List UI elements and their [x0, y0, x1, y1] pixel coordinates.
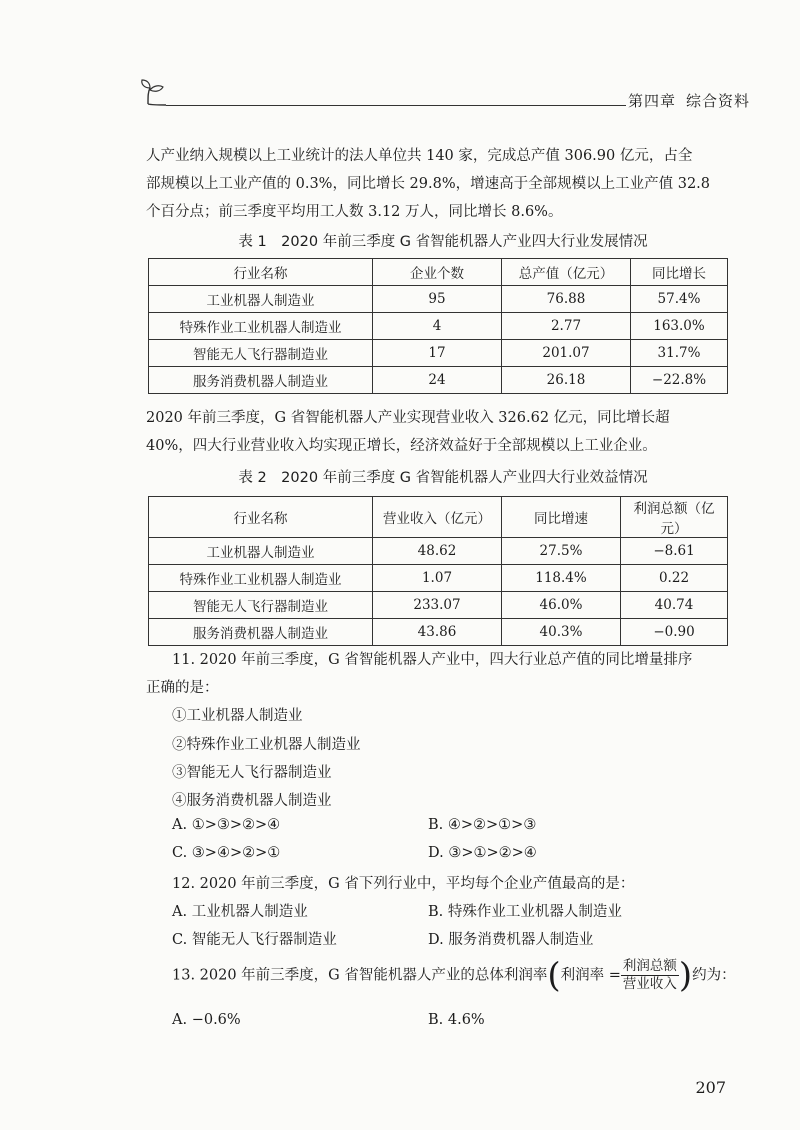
table2: [148, 496, 728, 646]
header-rule: [166, 105, 626, 106]
table2-header: 行业名称: [149, 497, 373, 538]
table-cell: 工业机器人制造业: [149, 286, 373, 313]
q13-stem: [172, 955, 736, 996]
table-cell: 163.0%: [631, 313, 728, 340]
q12-option-a: A. 工业机器人制造业: [172, 904, 308, 920]
page-number: 207: [695, 1078, 726, 1097]
table-row: [149, 286, 728, 313]
table-cell: 76.88: [502, 286, 631, 313]
table-cell: −22.8%: [631, 367, 728, 394]
table1-header-row: [149, 259, 728, 286]
table-cell: 43.86: [373, 619, 502, 646]
chapter-number: 第四章: [627, 92, 676, 110]
q11-option-d: D. ③>①>②>④: [428, 845, 537, 861]
chapter-section: 综合资料: [685, 92, 750, 110]
table-row: [149, 565, 728, 592]
sprout-icon: [138, 78, 172, 112]
q11-option-b: B. ④>②>①>③: [428, 817, 537, 833]
table-row: [149, 619, 728, 646]
q11-item: ③智能无人飞行器制造业: [172, 765, 332, 781]
table-cell: −0.90: [621, 619, 728, 646]
q11-option-c: C. ③>④>②>①: [172, 845, 281, 861]
table2-header: 同比增速: [502, 497, 621, 538]
table-cell: 233.07: [373, 592, 502, 619]
q11-option-a: A. ①>③>②>④: [172, 817, 281, 833]
table2-caption: 表 2 2020 年前三季度 G 省智能机器人产业四大行业效益情况: [238, 470, 648, 486]
table-cell: 26.18: [502, 367, 631, 394]
table-cell: 工业机器人制造业: [149, 538, 373, 565]
table-cell: 17: [373, 340, 502, 367]
running-header: [138, 78, 750, 112]
table-cell: 服务消费机器人制造业: [149, 367, 373, 394]
para2-line-1: 2020 年前三季度，G 省智能机器人产业实现营业收入 326.62 亿元，同比增长超: [146, 410, 670, 426]
left-paren: (: [547, 955, 561, 996]
table-row: [149, 592, 728, 619]
table-cell: 4: [373, 313, 502, 340]
q12-option-b: B. 特殊作业工业机器人制造业: [428, 904, 622, 920]
table-cell: 31.7%: [631, 340, 728, 367]
q11-item: ②特殊作业工业机器人制造业: [172, 737, 361, 753]
table-cell: 201.07: [502, 340, 631, 367]
fraction-numerator: 利润总额: [622, 958, 677, 974]
table-cell: 特殊作业工业机器人制造业: [149, 565, 373, 592]
table-cell: 57.4%: [631, 286, 728, 313]
table1: [148, 258, 728, 394]
table1-header: 行业名称: [149, 259, 373, 286]
table-cell: 2.77: [502, 313, 631, 340]
table-cell: 智能无人飞行器制造业: [149, 592, 373, 619]
table-cell: 24: [373, 367, 502, 394]
table-cell: 118.4%: [502, 565, 621, 592]
intro-line-3: 个百分点；前三季度平均用工人数 3.12 万人，同比增长 8.6%。: [146, 204, 563, 220]
table-cell: 1.07: [373, 565, 502, 592]
q13-option-a: A. −0.6%: [172, 1012, 241, 1028]
table2-header-row: [149, 497, 728, 538]
table-cell: 40.3%: [502, 619, 621, 646]
q11-item: ①工业机器人制造业: [172, 708, 303, 724]
table-row: [149, 367, 728, 394]
table-row: [149, 313, 728, 340]
table-cell: 95: [373, 286, 502, 313]
table-cell: 特殊作业工业机器人制造业: [149, 313, 373, 340]
table-cell: 27.5%: [502, 538, 621, 565]
q12-stem: 12. 2020 年前三季度，G 省下列行业中，平均每个企业产值最高的是：: [172, 876, 635, 892]
table-row: [149, 538, 728, 565]
right-paren: ): [678, 955, 693, 996]
q12-option-c: C. 智能无人飞行器制造业: [172, 932, 337, 948]
table-cell: 服务消费机器人制造业: [149, 619, 373, 646]
q11-stem-line-2: 正确的是：: [146, 680, 219, 696]
table1-caption: 表 1 2020 年前三季度 G 省智能机器人产业四大行业发展情况: [238, 234, 648, 250]
q13-option-b: B. 4.6%: [428, 1012, 485, 1028]
intro-line-1: 人产业纳入规模以上工业统计的法人单位共 140 家，完成总产值 306.90 亿元，占全: [146, 148, 693, 164]
q13-stem-before: 13. 2020 年前三季度，G 省智能机器人产业的总体利润率: [172, 967, 548, 984]
profit-rate-fraction: [621, 958, 679, 993]
table-cell: −8.61: [621, 538, 728, 565]
formula-label: 利润率 =: [560, 967, 621, 984]
table2-header: 利润总额（亿元）: [621, 497, 728, 538]
chapter-title: [618, 90, 750, 111]
table1-header: 总产值（亿元）: [502, 259, 631, 286]
table-cell: 46.0%: [502, 592, 621, 619]
q13-stem-after: 约为：: [692, 967, 736, 984]
table-row: [149, 340, 728, 367]
q11-item: ④服务消费机器人制造业: [172, 793, 332, 809]
para2-line-2: 40%，四大行业营业收入均实现正增长，经济效益好于全部规模以上工业企业。: [146, 438, 657, 454]
table-cell: 智能无人飞行器制造业: [149, 340, 373, 367]
fraction-denominator: 营业收入: [622, 976, 677, 992]
table-cell: 0.22: [621, 565, 728, 592]
table2-header: 营业收入（亿元）: [373, 497, 502, 538]
table1-header: 企业个数: [373, 259, 502, 286]
q12-option-d: D. 服务消费机器人制造业: [428, 932, 594, 948]
table-cell: 48.62: [373, 538, 502, 565]
q11-stem-line-1: 11. 2020 年前三季度，G 省智能机器人产业中，四大行业总产值的同比增量排序: [172, 652, 693, 668]
intro-line-2: 部规模以上工业产值的 0.3%，同比增长 29.8%，增速高于全部规模以上工业产值 32.8: [146, 176, 711, 192]
table1-header: 同比增长: [631, 259, 728, 286]
table-cell: 40.74: [621, 592, 728, 619]
